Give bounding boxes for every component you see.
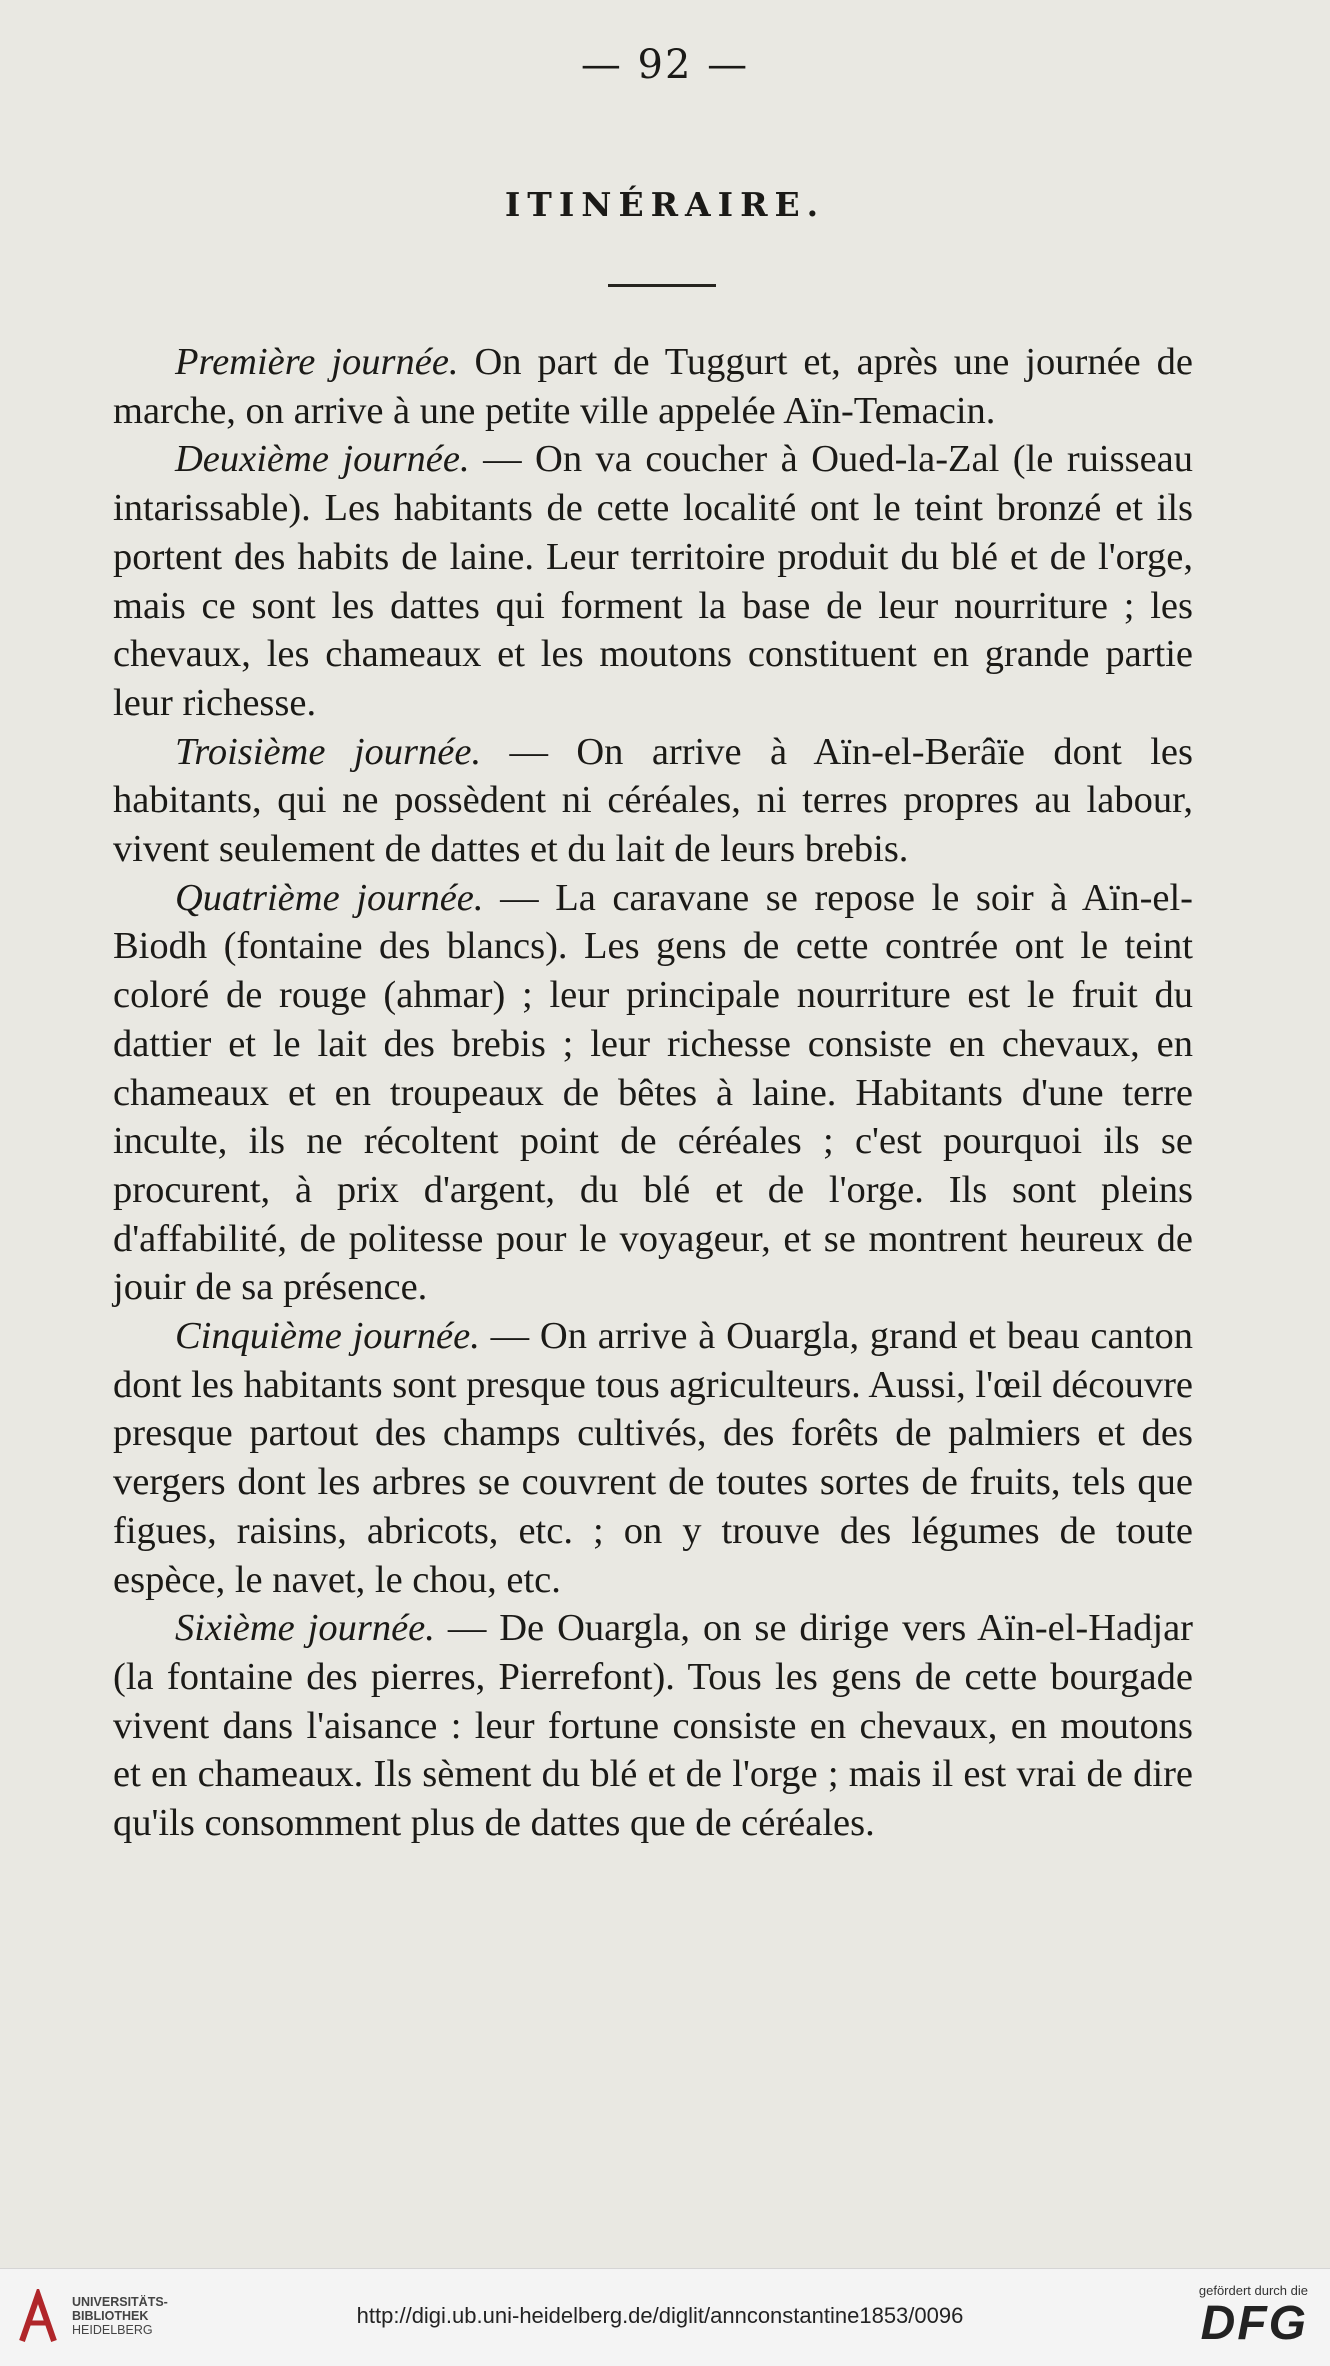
library-name[interactable] — [72, 2295, 168, 2337]
day-heading: Quatrième journée. — [175, 876, 484, 919]
body-text — [113, 338, 1193, 1848]
paragraph-day-5 — [113, 1312, 1193, 1604]
paragraph-text: — On arrive à Ouargla, grand et beau canton dont les habitants sont presque tous agriculteurs. Aussi, l'œil découvre presque partout des champs cultivés, des forêts de palmiers et des vergers dont les arbres se couvrent de toutes sortes de fruits, tels que figues, raisins, abricots, etc. ; on y trouve des légumes de toute espèce, le navet, le chou, etc. — [113, 1315, 1193, 1601]
paragraph-text: — On va coucher à Oued-la-Zal (le ruisseau intarissable). Les habitants de cette localité ont le teint bronzé et ils portent des habits de laine. Leur territoire produit du blé et de l'orge, mais ce sont les dattes qui forment la base de leur nourriture ; les chevaux, les chameaux et les moutons constituent en grande partie leur richesse. — [113, 438, 1194, 724]
library-name-line: UNIVERSITÄTS- — [72, 2295, 168, 2309]
source-url-link[interactable]: http://digi.ub.uni-heidelberg.de/diglit/annconstantine1853/0096 — [356, 2303, 964, 2328]
paragraph-text: — De Ouargla, on se dirige vers Aïn-el-Hadjar (la fontaine des pierres, Pierrefont). Tous les gens de cette bourgade vivent dans l'aisance : leur fortune consiste en chevaux, en moutons et en chameaux. Ils sèment du blé et de l'orge ; mais il est vrai de dire qu'ils consomment plus de dattes que de céréales. — [113, 1607, 1193, 1845]
library-name-line: BIBLIOTHEK — [72, 2309, 149, 2323]
day-heading: Sixième journée. — [175, 1607, 435, 1650]
funder-block[interactable] — [1158, 2283, 1308, 2350]
library-name-line: HEIDELBERG — [72, 2323, 153, 2337]
day-heading: Troisième journée. — [175, 730, 482, 773]
day-heading: Cinquième journée. — [175, 1315, 480, 1358]
paragraph-day-4 — [113, 874, 1193, 1312]
title-divider — [608, 284, 716, 287]
page-title: ITINÉRAIRE. — [504, 185, 826, 224]
paragraph-text: On part de Tuggurt et, après une journée de marche, on arrive à une petite ville appelée Aïn-Temacin. — [113, 341, 1194, 432]
paragraph-day-3 — [113, 728, 1193, 874]
paragraph-text: — La caravane se repose le soir à Aïn-el-Biodh (fontaine des blancs). Les gens de cette contrée ont le teint coloré de rouge (ahmar) ; leur principale nourriture est le fruit du dattier et le lait des brebis ; leur richesse consiste en chevaux, en chameaux et en troupeaux de bêtes à laine. Habitants d'une terre inculte, ils ne récoltent point de céréales ; c'est pourquoi ils se procurent, à prix d'argent, du blé et de l'orge. Ils sont pleins d'affabilité, de politesse pour le voyageur, et se montrent heureux de jouir de sa présence. — [113, 876, 1194, 1309]
day-heading: Première journée. — [175, 341, 459, 383]
viewer-footer — [0, 2268, 1330, 2366]
page-number: — 92 — — [580, 42, 750, 88]
paragraph-day-2 — [113, 435, 1193, 727]
day-heading: Deuxième journée. — [175, 438, 470, 481]
funded-by-label: gefördert durch die — [1198, 2283, 1308, 2298]
dfg-logo: DFG — [1200, 2297, 1308, 2350]
paragraph-day-6 — [113, 1604, 1193, 1848]
university-library-logo-icon[interactable] — [16, 2289, 60, 2345]
paragraph-day-1 — [113, 338, 1193, 435]
paragraph-text: — On arrive à Aïn-el-Berâïe dont les habitants, qui ne possèdent ni céréales, ni terres propres au labour, vivent seulement de dattes et du lait de leurs brebis. — [113, 730, 1193, 871]
